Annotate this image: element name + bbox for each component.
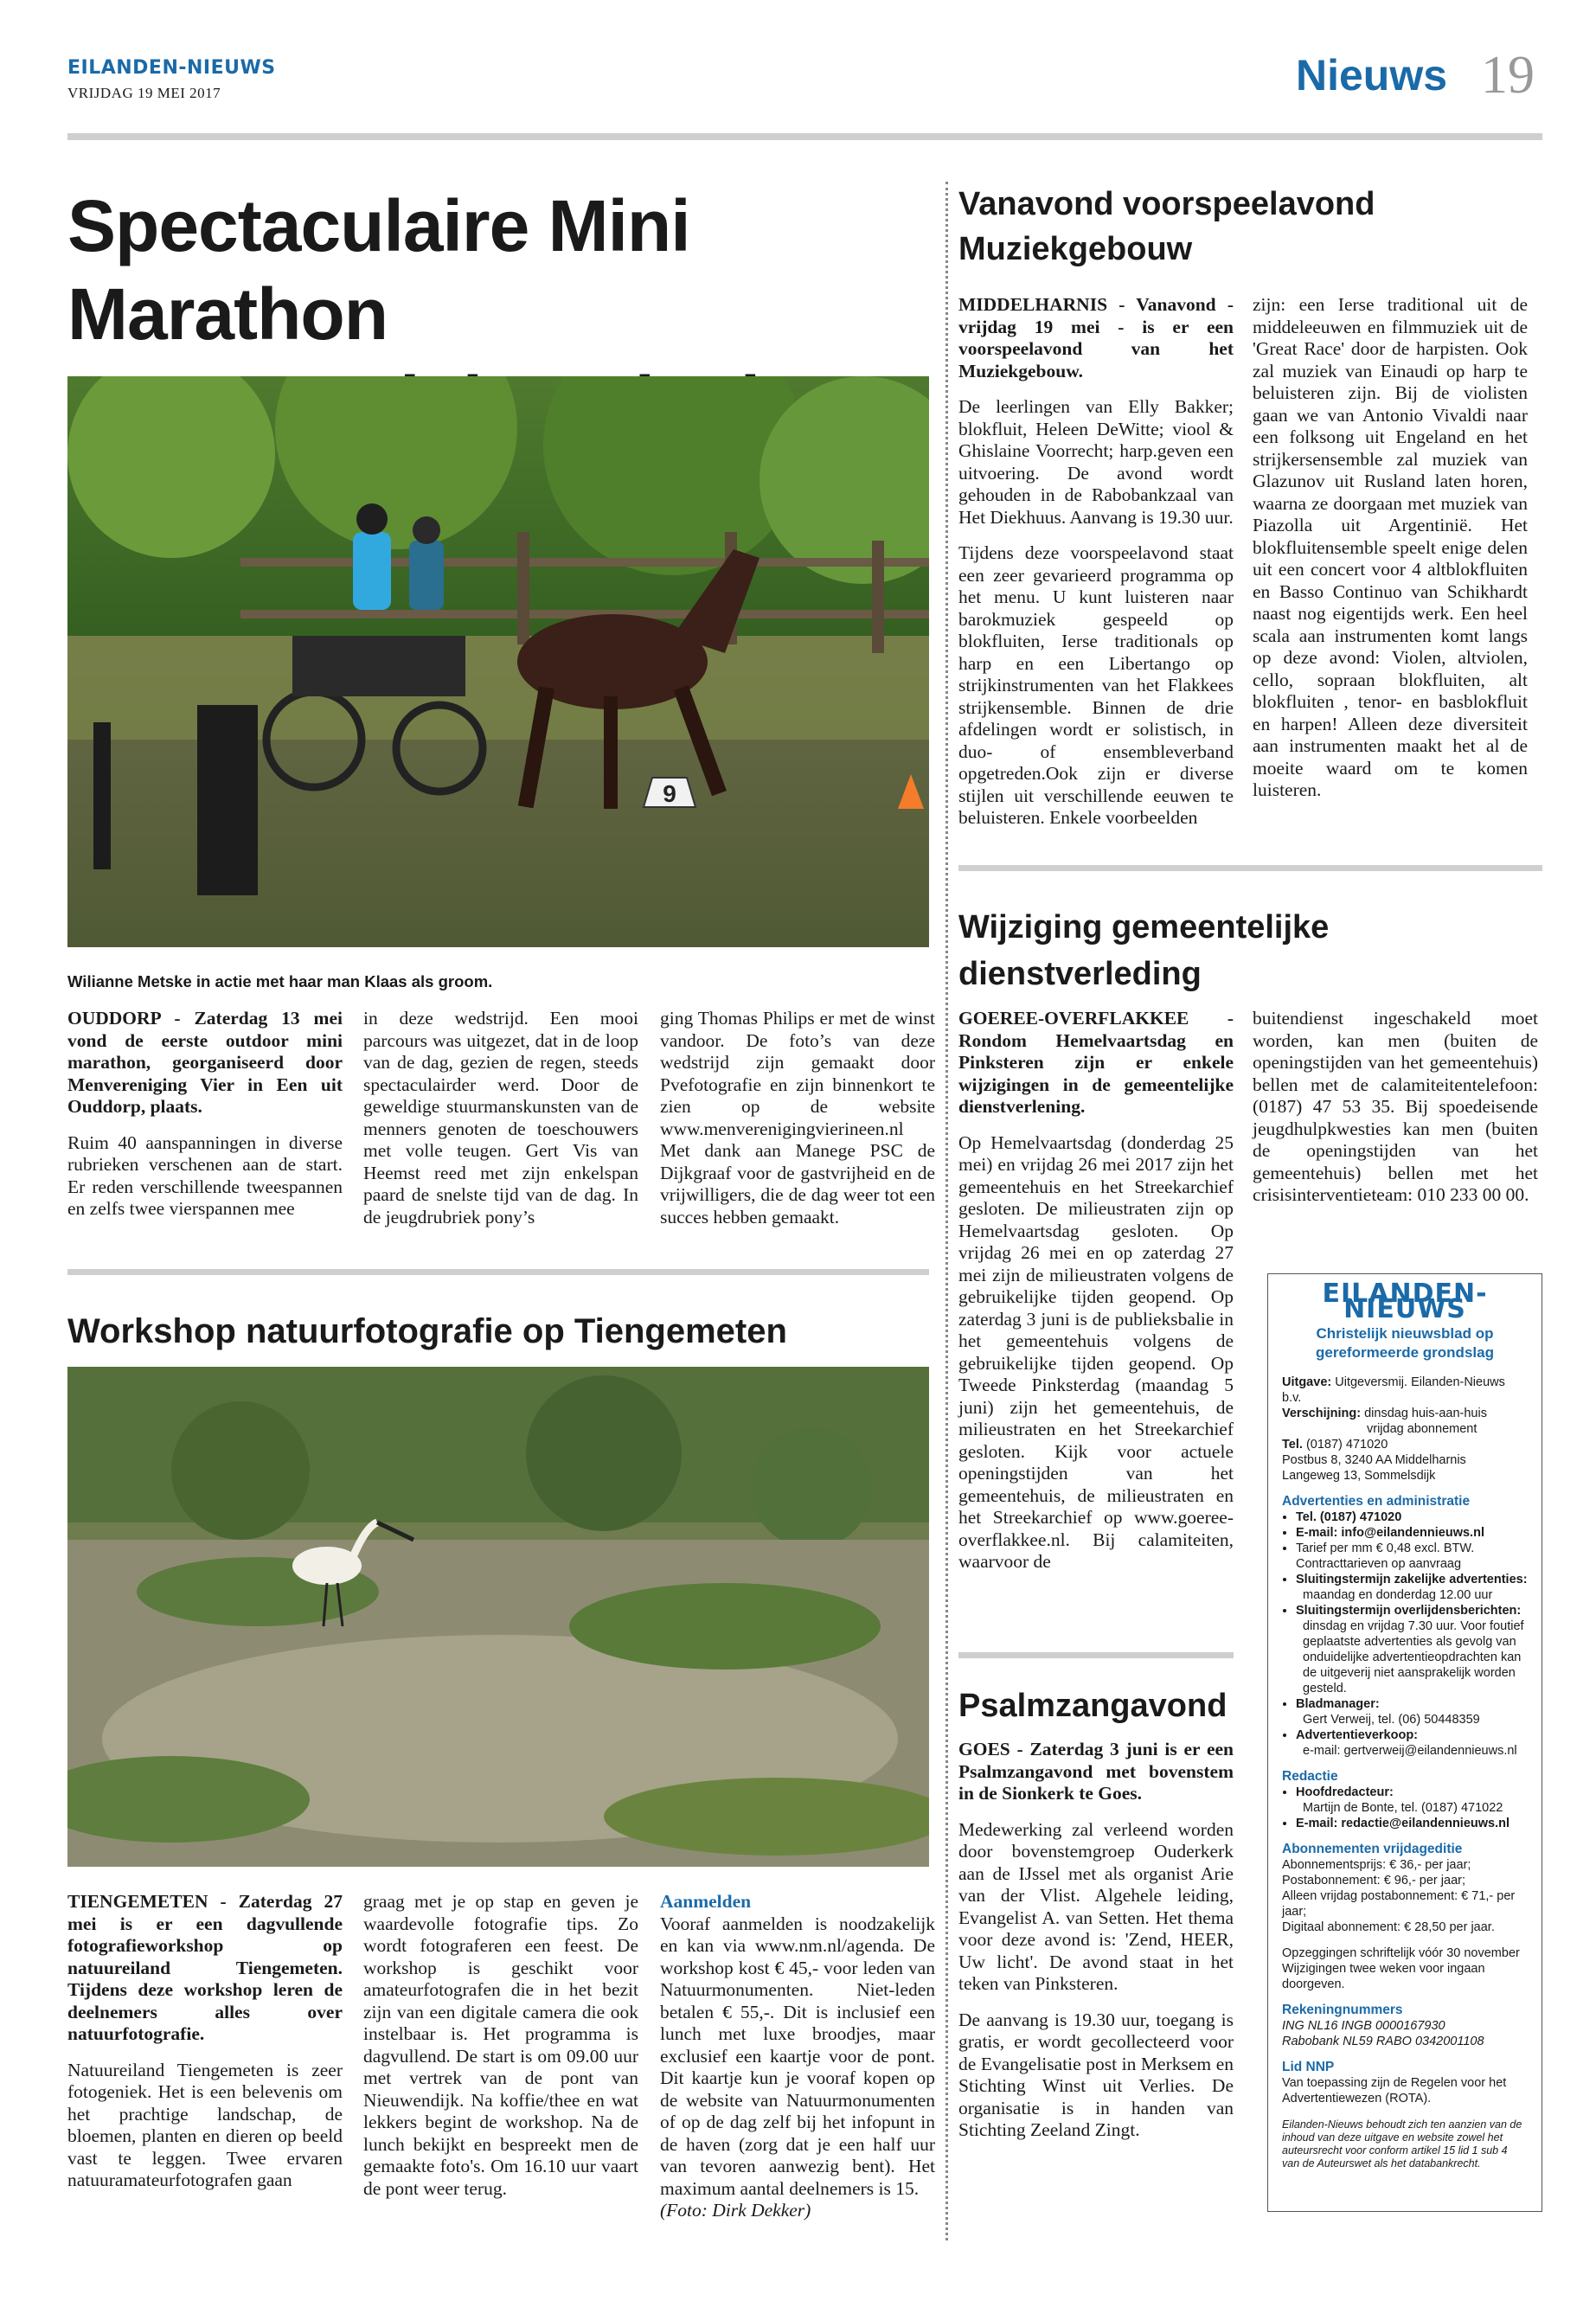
divider-gemeente bbox=[958, 865, 1542, 871]
adv-list bbox=[1282, 1509, 1528, 1587]
colophon-tagline: Christelijk nieuwsblad op gereformeerde grondslag bbox=[1316, 1325, 1494, 1361]
adv-tel: • Tel. (0187) 471020 bbox=[1296, 1509, 1528, 1525]
spoonbill-wetland-image bbox=[67, 1367, 929, 1867]
abo-2: Postabonnement: € 96,- per jaar; bbox=[1282, 1874, 1465, 1888]
gemeente-lead: GOEREE-OVERFLAKKEE - Rondom Hemelvaartsdag en Pinksteren zijn er enkele wijzigingen in de gemeentelijke dienstverlening. bbox=[958, 1008, 1234, 1117]
photo-credit: (Foto: Dirk Dekker) bbox=[660, 2200, 811, 2221]
marathon-col-2 bbox=[363, 1008, 638, 1242]
muziek-col-1 bbox=[958, 294, 1234, 830]
workshop-col-1 bbox=[67, 1891, 343, 2206]
workshop-register-heading: Aanmelden bbox=[660, 1891, 752, 1912]
marathon-lead: OUDDORP - Zaterdag 13 mei vond de eerste outdoor mini marathon, georganiseerd door Menvereniging Vier in Een uit Ouddorp, plaats. bbox=[67, 1008, 343, 1117]
nnp-heading: Lid NNP bbox=[1282, 2060, 1335, 2074]
gemeente-col-2 bbox=[1253, 1008, 1538, 1221]
workshop-col-3 bbox=[660, 1891, 935, 2222]
psalm-headline: Psalmzangavond bbox=[958, 1688, 1227, 1724]
redactie-email-list bbox=[1282, 1816, 1528, 1831]
verkoop-list bbox=[1282, 1727, 1528, 1743]
muziek-body-1: De leerlingen van Elly Bakker; blokfluit, Heleen DeWitte; viool & Ghislaine Voorrecht; harp.geven een uitvoering. De avond wordt gehouden in de Rabobankzaal van Het Diekhuus. Aanvang is 19.30 uur. bbox=[958, 396, 1234, 528]
rekening-heading: Rekeningnummers bbox=[1282, 2003, 1403, 2017]
adv-tarief: • Tarief per mm € 0,48 excl. BTW. Contracttarieven op aanvraag bbox=[1296, 1541, 1528, 1572]
marathon-body-3: ging Thomas Philips er met de winst vandoor. De foto’s van deze wedstrijd zijn gemaakt door Pvefotografie en zijn binnenkort te zien op de website www.menverenigingvierineen.nl Met dank aan Manege PSC de Dijkgraaf voor de gastvrijheid en de vrijwilligers, die de dag weer tot een succes hebben gemaakt. bbox=[660, 1008, 935, 1227]
rekening-ing: ING NL16 INGB 0000167930 bbox=[1282, 2019, 1445, 2033]
marathon-col-3 bbox=[660, 1008, 935, 1242]
verschijning-2: vrijdag abonnement bbox=[1367, 1422, 1477, 1436]
page-number: 19 bbox=[1481, 46, 1535, 105]
marathon-headline-line1: Spectaculaire Mini Marathon bbox=[67, 185, 690, 355]
marathon-photo-caption: Wilianne Metske in actie met haar man Klaas als groom. bbox=[67, 972, 493, 990]
divider-psalm bbox=[958, 1652, 1234, 1658]
muziek-headline-line1: Vanavond voorspeelavond bbox=[958, 186, 1375, 222]
section-title: Nieuws bbox=[1296, 51, 1448, 99]
overl-value: dinsdag en vrijdag 7.30 uur. Voor foutief geplaatste advertenties als gevolg van onduidelijke advertentieopdrachten kan de uitgeverij niet aansprakelijk worden gesteld. bbox=[1303, 1619, 1524, 1695]
gemeente-body-1: Op Hemelvaartsdag (donderdag 25 mei) en vrijdag 26 mei 2017 zijn het gemeentehuis en het Streekarchief gesloten. De milieustraten zijn op Hemelvaartsdag gesloten. Op vrijdag 26 mei en op zaterdag 27 mei zijn de milieustraten volgens de gebruikelijke tijden geopend. Op zaterdag 3 juni is de publieksbalie in het gemeentehuis volgens de gebruikelijke tijden geopend. Op Tweede Pinksterdag (maandag 5 juni) zijn het gemeentehuis, de milieustraten en het Streekarchief gesloten. Kijk voor actuele openingstijden van het gemeentehuis, de milieustraten en het Streekarchief op www.goeree-overflakkee.nl. Bij calamiteiten, waarvoor de bbox=[958, 1131, 1234, 1572]
postbus: Postbus 8, 3240 AA Middelharnis bbox=[1282, 1453, 1466, 1467]
blad-heading: • Bladmanager: bbox=[1296, 1696, 1528, 1712]
issue-date: VRIJDAG 19 MEI 2017 bbox=[67, 85, 221, 101]
opzeg: Opzeggingen schriftelijk vóór 30 november Wijzigingen twee weken voor ingaan doorgeven. bbox=[1282, 1946, 1520, 1991]
workshop-body-3: Vooraf aanmelden is noodzakelijk en kan via www.nm.nl/agenda. De workshop kost € 45,- voor leden van Natuurmonumenten. Niet-leden betalen € 55,-. Dit is inclusief een lunch met luxe broodjes, maar exclusief een kaartje voor de pont. Dit kaartje kun je vooraf kopen op de website van Natuurmonumenten of op de dag zelf bij het infopunt in de haven (zorg dat je een half uur van tevoren aanwezig bent). Het maximum aantal deelnemers is 15. bbox=[660, 1913, 935, 2199]
sluit-heading: • Sluitingstermijn zakelijke advertenties: bbox=[1296, 1572, 1528, 1587]
marathon-body-2: in deze wedstrijd. Een mooi parcours was uitgezet, dat in de loop van de dag, gezien de regen, steeds spectaculairder werd. Door de geweldige stuurmanskunsten van de menners genoten de toeschouwers met volle teugen. Gert Vis van Heemst reed met zijn enkelspan paard de snelste tijd van de dag. In de jeugdrubriek pony’s bbox=[363, 1008, 638, 1227]
muziek-headline bbox=[958, 182, 1542, 272]
verkoop-heading: • Advertentieverkoop: bbox=[1296, 1727, 1528, 1743]
redactie-heading: Redactie bbox=[1282, 1769, 1338, 1784]
adv-email: • E-mail: info@eilandennieuws.nl bbox=[1296, 1525, 1528, 1541]
hoofd-value: Martijn de Bonte, tel. (0187) 471022 bbox=[1303, 1801, 1503, 1815]
nnp-text: Van toepassing zijn de Regelen voor het Advertentiewezen (ROTA). bbox=[1282, 2076, 1507, 2106]
muziek-col-2 bbox=[1253, 294, 1528, 816]
hoofd-heading: • Hoofdredacteur: bbox=[1296, 1785, 1528, 1800]
colophon-box bbox=[1267, 1273, 1542, 2212]
uitgave-value: Uitgeversmij. Eilanden-Nieuws b.v. bbox=[1282, 1375, 1505, 1405]
colophon-logo: EILANDEN-NIEUWS bbox=[1322, 1279, 1488, 1324]
rekening-rabo: Rabobank NL59 RABO 0342001108 bbox=[1282, 2035, 1484, 2048]
course-number-sign: 9 bbox=[663, 780, 676, 807]
workshop-headline: Workshop natuurfotografie op Tiengemeten bbox=[67, 1312, 787, 1350]
gemeente-headline bbox=[958, 904, 1542, 997]
abo-1: Abonnementsprijs: € 36,- per jaar; bbox=[1282, 1858, 1471, 1872]
psalm-body-2: De aanvang is 19.30 uur, toegang is gratis, er wordt gecollecteerd voor de Evangelisatie post in Merksem en Stichting Winst uit Verlies. De organisatie is in handen van Stichting Zeeland Zingt. bbox=[958, 2009, 1234, 2140]
adres: Langeweg 13, Sommelsdijk bbox=[1282, 1469, 1436, 1483]
sluit-value: maandag en donderdag 12.00 uur bbox=[1303, 1588, 1493, 1602]
gemeente-body-2: buitendienst ingeschakeld moet worden, kan men (buiten de openingstijden van het gemeentehuis) bellen met de calamiteitentelefoon: (0187) 47 53 35. Bij spoedeisende jeugdhulpkwesties kan men (buiten de openingstijden van het gemeentehuis) bellen met het crisisinterventieteam: 010 233 00 00. bbox=[1253, 1008, 1538, 1205]
workshop-photo bbox=[67, 1367, 929, 1867]
workshop-lead: TIENGEMETEN - Zaterdag 27 mei is er een dagvullende fotografieworkshop op natuureiland Tiengemeten. Tijdens deze workshop leren de deelnemers alles over natuurfotografie. bbox=[67, 1891, 343, 2044]
marathon-col-1 bbox=[67, 1008, 343, 1234]
blad-value: Gert Verweij, tel. (06) 50448359 bbox=[1303, 1713, 1480, 1727]
divider-workshop bbox=[67, 1269, 929, 1275]
muziek-body-3: zijn: een Ierse traditional uit de middeleeuwen en filmmuziek uit de 'Great Race' door de harpisten. Ook zal muziek van Einaudi op harp te beluisteren zijn. Bij de violisten gaan we van Antonio Vivaldi naar een folksong uit Engeland en het strijkersensemble zal muziek van Glazunov uit Rusland laten horen, waarna ze doorgaan met muziek van Piazolla uit Argentinië. Het blokfluitensemble speelt enige delen uit een concert voor 4 altblokfluiten en Basso Continuo van Schikhardt naast nog eigentijds werk. Een heel scala aan instrumenten komt langs op deze avond: Violen, altviolen, cello, sopraan blokfluiten, alt blokfluiten , tenor- en basblokfluit en harpen! Alleen deze diversiteit aan instrumenten maakt het al de moeite waard om te komen luisteren. bbox=[1253, 294, 1528, 800]
verschijning-1: dinsdag huis-aan-huis bbox=[1364, 1407, 1487, 1420]
gemeente-headline-line2: dienstverleding bbox=[958, 956, 1202, 992]
abo-heading: Abonnementen vrijdageditie bbox=[1282, 1842, 1463, 1856]
muziek-lead: MIDDELHARNIS - Vanavond - vrijdag 19 mei - is er een voorspeelavond van het Muziekgebouw. bbox=[958, 294, 1234, 381]
tel-value: (0187) 471020 bbox=[1305, 1438, 1388, 1452]
header-rule bbox=[67, 133, 1542, 140]
psalm-col bbox=[958, 1739, 1234, 2156]
psalm-lead: GOES - Zaterdag 3 juni is er een Psalmzangavond met bovenstem in de Sionkerk te Goes. bbox=[958, 1739, 1234, 1804]
muziek-body-2: Tijdens deze voorspeelavond staat een zeer gevarieerd programma op het menu. U kunt luisteren naar barokmuziek gespeeld op blokfluiten, Ierse traditionals op harp en een Libertango op strijkinstrumenten van het Flakkees strijkensemble. Binnen de drie afdelingen wordt er solistisch, in duo- of ensembleverband opgetreden.Ook zijn er diverse stijlen uit verschillende eeuwen te beluisteren. Enkele voorbeelden bbox=[958, 542, 1234, 828]
abo-3: Alleen vrijdag postabonnement: € 71,- per jaar; bbox=[1282, 1889, 1516, 1919]
redactie-email: • E-mail: redactie@eilandennieuws.nl bbox=[1296, 1816, 1528, 1831]
tel-label: Tel. bbox=[1282, 1438, 1303, 1452]
muziek-headline-line2: Muziekgebouw bbox=[958, 231, 1193, 267]
marathon-photo bbox=[67, 376, 929, 947]
verkoop-value: e-mail: gertverweij@eilandennieuws.nl bbox=[1303, 1744, 1517, 1758]
copyright-note: Eilanden-Nieuws behoudt zich ten aanzien van de inhoud van deze uitgave en website zowel het auteursrecht voor conform artikel 15 lid 1 sub 4 van de Auteurswet als het databankrecht. bbox=[1282, 2118, 1522, 2170]
overl-list bbox=[1282, 1603, 1528, 1618]
masthead-logo: EILANDEN-NIEUWS bbox=[67, 57, 276, 79]
blad-list bbox=[1282, 1696, 1528, 1712]
gemeente-col-1 bbox=[958, 1008, 1234, 1587]
horse-carriage-image bbox=[67, 376, 929, 947]
abo-4: Digitaal abonnement: € 28,50 per jaar. bbox=[1282, 1920, 1495, 1934]
overl-heading: • Sluitingstermijn overlijdensberichten: bbox=[1296, 1603, 1528, 1618]
workshop-body-2: graag met je op stap en geven je waardevolle fotografie tips. Zo wordt fotograferen een feest. De workshop is geschikt voor amateurfotografen die in het bezit zijn van een digitale camera die ook instelbaar is. Het programma is dagvullend. De start is om 09.00 uur met vertrek van de pont van Nieuwendijk. Na koffie/thee en wat lekkers begint de workshop. Na de lunch bekijkt en bespreekt men de gemaakte foto's. Om 16.10 uur vaart de pont weer terug. bbox=[363, 1891, 638, 2199]
workshop-body-1: Natuureiland Tiengemeten is zeer fotogeniek. Het is een belevenis om het prachtige landschap, de bloemen, planten en dieren op beeld vast te leggen. Twee ervaren natuuramateurfotografen gaan bbox=[67, 2059, 343, 2190]
uitgave-label: Uitgave: bbox=[1282, 1375, 1332, 1389]
adv-heading: Advertenties en administratie bbox=[1282, 1494, 1471, 1509]
redactie-list bbox=[1282, 1785, 1528, 1800]
workshop-col-2 bbox=[363, 1891, 638, 2214]
gemeente-headline-line1: Wijziging gemeentelijke bbox=[958, 909, 1330, 945]
column-separator bbox=[945, 182, 948, 2240]
psalm-body-1: Medewerking zal verleend worden door bovenstemgroep Ouderkerk aan de IJssel met als organist Arie van der Vlist. Algehele leiding, Evangelist A. van Setten. Het thema voor deze avond is: 'Zend, HEER, Uw licht'. De avond staat in het teken van Pinksteren. bbox=[958, 1818, 1234, 1994]
marathon-body-1: Ruim 40 aanspanningen in diverse rubrieken verschenen aan de start. Er reden verschillende tweespannen en zelfs twee vierspannen mee bbox=[67, 1131, 343, 1219]
verschijning-label: Verschijning: bbox=[1282, 1407, 1362, 1420]
